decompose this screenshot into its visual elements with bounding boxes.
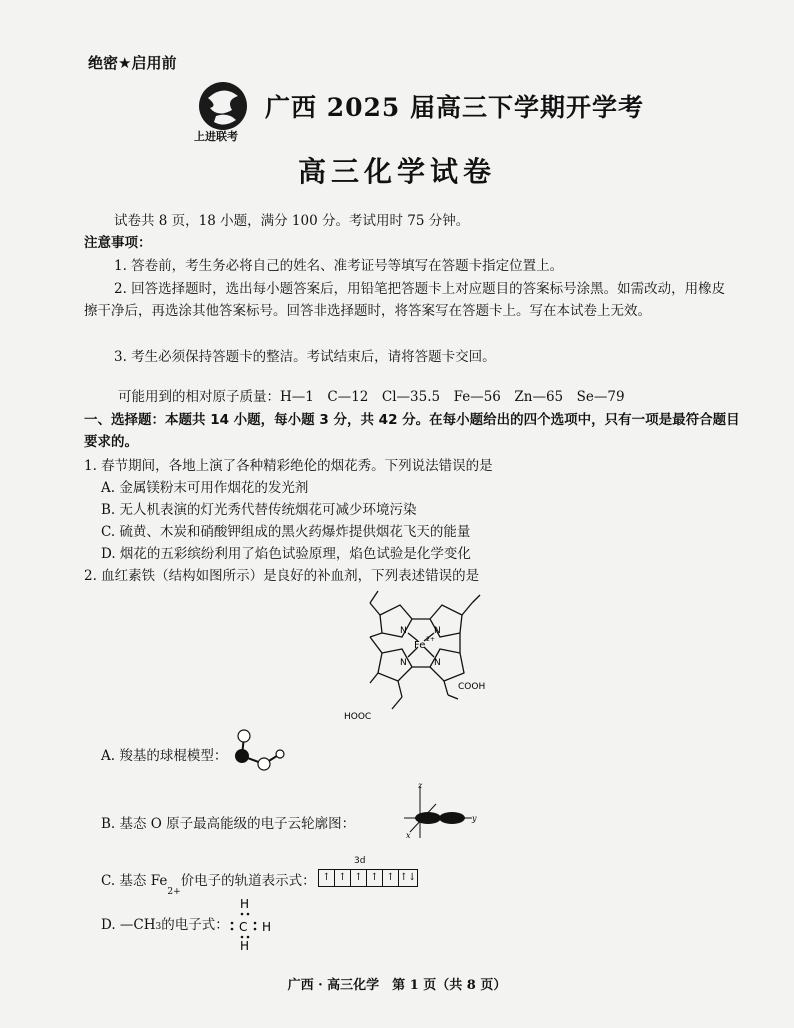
p-orbital-electron-cloud-icon: [400, 782, 480, 844]
lewis-atom: C: [239, 920, 248, 934]
orbital-diagram: [318, 869, 418, 887]
note-item: 2. 回答选择题时，选出每小题答案后，用铅笔把答题卡上对应题目的答案标号涂黑。如需改动，用橡皮擦干净后，再选涂其他答案标号。回答非选择题时，将答案写在答题卡上。写在本试卷上无效。: [84, 281, 726, 319]
option-a: A. 羧基的球棍模型：: [101, 748, 228, 764]
option-d: D. 烟花的五彩缤纷利用了焰色试验原理，焰色试验是化学变化: [101, 546, 471, 562]
question-stem: 1. 春节期间，各地上演了各种精彩绝伦的烟花秀。下列说法错误的是: [84, 458, 493, 474]
note-item: 3. 考生必须保持答题卡的整洁。考试结束后，请将答题卡交回。: [114, 349, 496, 365]
axis-label: y: [472, 814, 477, 823]
atomic-masses: 可能用到的相对原子质量：H—1 C—12 Cl—35.5 Fe—56 Zn—65 Se—79: [118, 389, 625, 405]
formula-subscript: 3: [155, 922, 162, 932]
carboxyl-label: COOH: [458, 682, 486, 692]
orbital-box: ↑: [383, 870, 399, 886]
option-a: A. 金属镁粉末可用作烟花的发光剂: [101, 480, 309, 496]
page-footer: 广西 · 高三化学 第 1 页（共 8 页）: [287, 978, 507, 993]
note-item: 1. 答卷前，考生务必将自己的姓名、准考证号等填写在答题卡指定位置上。: [114, 258, 564, 274]
option-c-suffix: 价电子的轨道表示式：: [180, 873, 316, 889]
notes-heading: 注意事项：: [84, 235, 152, 251]
exam-intro: 试卷共 8 页，18 小题，满分 100 分。考试用时 75 分钟。: [114, 213, 470, 229]
section-heading: 一、选择题：本题共 14 小题，每小题 3 分，共 42 分。在每小题给出的四个选项中，只有一项是最符合题目要求的。: [84, 412, 740, 450]
option-b: B. 基态 O 原子最高能级的电子云轮廓图：: [101, 816, 356, 832]
iron-label: Fe: [414, 640, 426, 651]
nitrogen-label: N: [400, 626, 407, 636]
carboxyl-ball-stick-model-icon: [228, 728, 292, 772]
iron-charge: 2+: [426, 636, 435, 643]
logo-caption: 上进联考: [194, 130, 238, 143]
option-c: C. 硫黄、木炭和硝酸钾组成的黑火药爆炸提供烟花飞天的能量: [101, 524, 471, 540]
option-d-prefix: D. —CH: [101, 917, 156, 933]
orbital-label: 3d: [354, 856, 366, 866]
exam-name: 广西 2025 届高三下学期开学考: [265, 93, 644, 122]
lewis-atom: H: [240, 897, 250, 911]
nitrogen-label: N: [434, 626, 441, 636]
orbital-box: ↑↓: [399, 872, 417, 883]
question-stem: 2. 血红素铁（结构如图所示）是良好的补血剂，下列表述错误的是: [84, 568, 480, 584]
axis-label: z: [418, 782, 423, 790]
nitrogen-label: N: [434, 658, 441, 668]
axis-label: x: [406, 831, 411, 840]
orbital-box: ↑: [319, 870, 335, 886]
orbital-box: ↑: [351, 870, 367, 886]
methyl-electron-dot-structure: [222, 896, 282, 952]
heme-structure-diagram: [330, 585, 500, 725]
option-c-prefix: C. 基态 Fe: [101, 873, 168, 889]
lewis-atom: H: [262, 920, 272, 934]
carboxyl-label: HOOC: [344, 712, 372, 722]
nitrogen-label: N: [400, 658, 407, 668]
option-d: [101, 914, 229, 938]
confidential-mark: 绝密★启用前: [88, 54, 177, 72]
orbital-box: ↑: [335, 870, 351, 886]
paper-title: 高三化学试卷: [297, 155, 496, 188]
orbital-box: ↑: [367, 870, 383, 886]
option-c: C. 基态 Fe 2+ 价电子的轨道表示式：: [101, 870, 316, 892]
lewis-atom: H: [240, 939, 250, 952]
option-d-suffix: 的电子式：: [161, 917, 229, 933]
option-b: B. 无人机表演的灯光秀代替传统烟花可减少环境污染: [101, 502, 417, 518]
